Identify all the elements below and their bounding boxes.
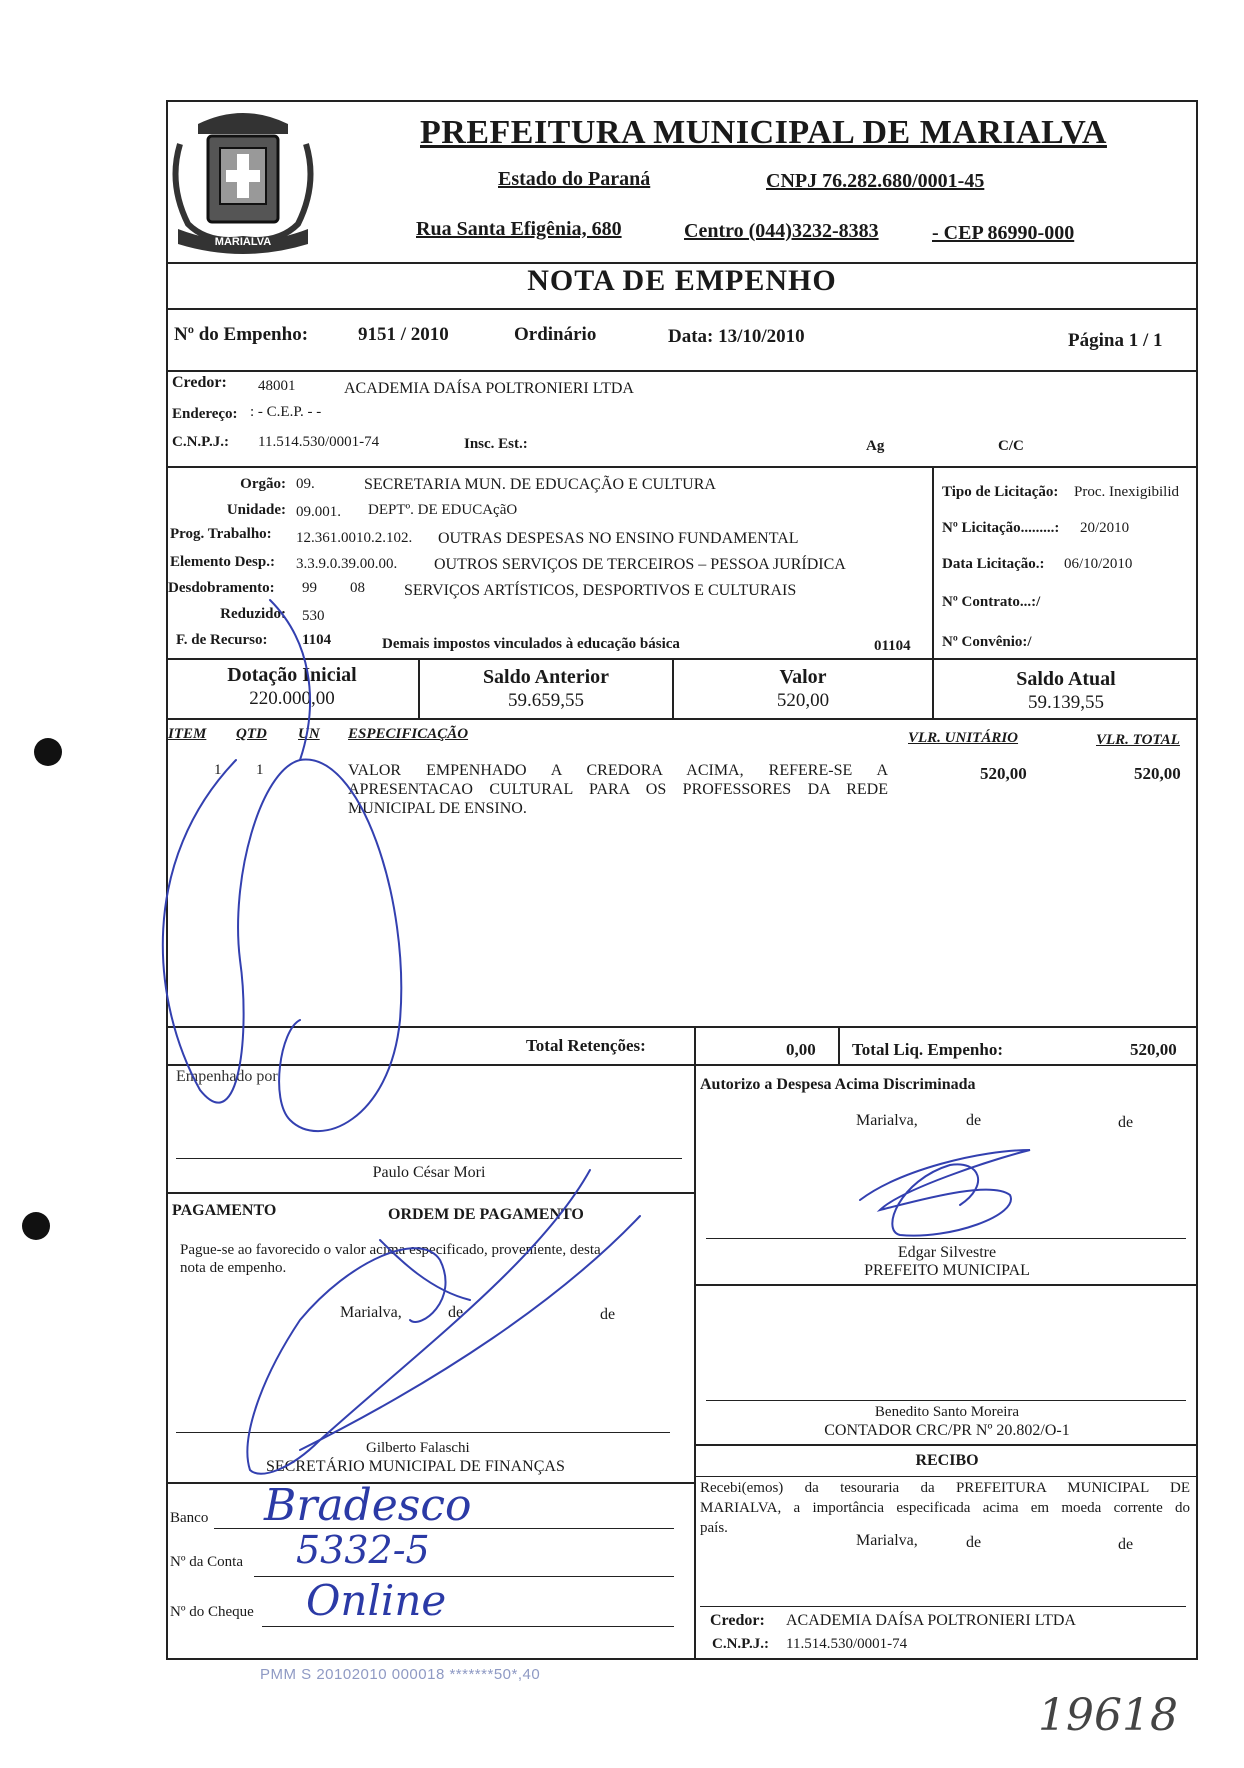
ordem-text-line1: Pague-se ao favorecido o valor acima especificado, proveniente, desta (180, 1242, 601, 1258)
elemento-label: Elemento Desp.: (170, 554, 275, 570)
elemento-desc: OUTROS SERVIÇOS DE TERCEIROS – PESSOA JURÍDICA (434, 556, 846, 573)
items-header-un: UN (298, 726, 320, 742)
retencoes-value: 0,00 (786, 1040, 816, 1059)
empenho-number: 9151 / 2010 (358, 324, 449, 345)
header-address: Rua Santa Efigênia, 680 (416, 218, 622, 240)
recibo-credor-name: ACADEMIA DAÍSA POLTRONIERI LTDA (786, 1612, 1076, 1629)
items-header-unit: VLR. UNITÁRIO (908, 730, 1019, 746)
empenho-type: Ordinário (514, 324, 597, 345)
saldo-anterior-value: 59.659,55 (508, 690, 584, 711)
recibo-text-line2: MARIALVA, a importância especificada acima em moeda corrente do (700, 1500, 1190, 1516)
items-header-item: ITEM (168, 726, 207, 742)
valor-value: 520,00 (776, 690, 830, 711)
items-header-qtd: QTD (236, 726, 267, 742)
credor-label: Credor: (172, 374, 227, 391)
autorizo-de2: de (1118, 1114, 1134, 1131)
item-qtd: 1 (256, 762, 264, 778)
saldo-atual-value: 59.139,55 (1028, 692, 1104, 713)
recibo-text-line3: país. (700, 1520, 728, 1536)
recibo-cnpj-value: 11.514.530/0001-74 (786, 1636, 908, 1652)
banco-handwritten: Bradesco (264, 1480, 472, 1531)
saldo-anterior-label: Saldo Anterior (482, 666, 610, 688)
conta-label: Nº da Conta (170, 1554, 243, 1570)
retencoes-label: Total Retenções: (526, 1036, 646, 1055)
autorizo-label: Autorizo a Despesa Acima Discriminada (700, 1076, 976, 1093)
pagamento-label: PAGAMENTO (172, 1202, 277, 1219)
recibo-label: RECIBO (915, 1452, 979, 1469)
recibo-credor-label: Credor: (710, 1612, 765, 1629)
conta-handwritten: 5332-5 (296, 1528, 430, 1572)
licitacao-num-value: 20/2010 (1080, 520, 1130, 536)
prefeito-name: Edgar Silvestre (897, 1244, 997, 1261)
ordem-de2: de (600, 1306, 616, 1323)
reduzido-value: 530 (302, 608, 325, 624)
cnpj-label: C.N.P.J.: (172, 434, 229, 450)
unidade-label: Unidade: (226, 502, 286, 518)
prog-desc: OUTRAS DESPESAS NO ENSINO FUNDAMENTAL (438, 530, 799, 547)
financas-role: SECRETÁRIO MUNICIPAL DE FINANÇAS (266, 1458, 565, 1475)
address-label: Endereço: (172, 406, 238, 422)
dotacao-value: 220.000,00 (249, 688, 335, 709)
header-cep: - CEP 86990-000 (932, 222, 1075, 244)
desdobramento-desc: SERVIÇOS ARTÍSTICOS, DESPORTIVOS E CULTURAIS (404, 582, 797, 599)
header-cnpj: CNPJ 76.282.680/0001-45 (766, 170, 985, 192)
dotacao-label: Dotação Inicial (227, 664, 357, 686)
item-number: 1 (214, 762, 222, 778)
header-title: PREFEITURA MUNICIPAL DE MARIALVA (420, 114, 1107, 151)
contador-name: Benedito Santo Moreira (874, 1404, 1020, 1420)
cc-label: C/C (998, 438, 1024, 454)
insc-label: Insc. Est.: (464, 436, 528, 452)
recibo-de1: de (966, 1534, 982, 1551)
items-header-spec: ESPECIFICAÇÃO (348, 726, 469, 742)
licitacao-tipo-value: Proc. Inexigibilid (1074, 484, 1179, 500)
handwritten-number: 19618 (1038, 1690, 1178, 1741)
ordem-city: Marialva, (340, 1304, 402, 1321)
elemento-code: 3.3.9.0.39.00.00. (296, 556, 398, 572)
crest-banner-text: MARIALVA (214, 236, 272, 248)
financas-name: Gilberto Falaschi (366, 1440, 470, 1456)
footer-stamp: PMM S 20102010 000018 *******50*,40 (260, 1666, 541, 1683)
item-spec-line1: VALOR EMPENHADO A CREDORA ACIMA, REFERE-SE A (348, 762, 888, 779)
prog-label: Prog. Trabalho: (170, 526, 272, 542)
prefeito-role: PREFEITO MUNICIPAL (864, 1262, 1030, 1279)
autorizo-de1: de (966, 1112, 982, 1129)
recurso-code: 1104 (302, 632, 332, 648)
empenho-date: Data: 13/10/2010 (668, 326, 805, 347)
liq-label: Total Liq. Empenho: (852, 1040, 1003, 1059)
credor-code: 48001 (258, 378, 296, 394)
licitacao-data-value: 06/10/2010 (1064, 556, 1133, 572)
ordem-label: ORDEM DE PAGAMENTO (388, 1206, 584, 1223)
ag-label: Ag (866, 438, 885, 454)
recibo-city: Marialva, (856, 1532, 918, 1549)
recurso-code2: 01104 (874, 638, 911, 654)
licitacao-num-label: Nº Licitação.........: (942, 520, 1060, 536)
saldo-atual-label: Saldo Atual (1016, 668, 1116, 690)
licitacao-data-label: Data Licitação.: (942, 556, 1045, 572)
prog-code: 12.361.0010.2.102. (296, 530, 413, 546)
banco-label: Banco (170, 1510, 209, 1526)
cheque-handwritten: Online (306, 1576, 447, 1625)
recibo-de2: de (1118, 1536, 1134, 1553)
ordem-text-line2: nota de empenho. (180, 1260, 287, 1276)
header-district-phone: Centro (044)3232-8383 (684, 220, 879, 242)
convenio-label: Nº Convênio:/ (942, 634, 1032, 650)
orgao-desc: SECRETARIA MUN. DE EDUCAÇÃO E CULTURA (364, 476, 716, 493)
liq-value: 520,00 (1130, 1040, 1177, 1059)
desdobramento-label: Desdobramento: (168, 580, 275, 596)
recibo-cnpj-label: C.N.P.J.: (712, 1636, 769, 1652)
unidade-desc: DEPTº. DE EDUCAçãO (368, 502, 518, 518)
autorizo-city: Marialva, (856, 1112, 918, 1129)
recurso-label: F. de Recurso: (176, 632, 268, 648)
cheque-label: Nº do Cheque (170, 1604, 254, 1620)
reduzido-label: Reduzido: (220, 606, 286, 622)
contador-role: CONTADOR CRC/PR Nº 20.802/O-1 (824, 1422, 1070, 1439)
items-header-total: VLR. TOTAL (1096, 732, 1180, 748)
cnpj-value: 11.514.530/0001-74 (258, 434, 380, 450)
item-spec-line2: APRESENTACAO CULTURAL PARA OS PROFESSORES DA REDE (348, 781, 888, 798)
orgao-code: 09. (296, 476, 315, 492)
address-value: : - C.E.P. - - (250, 404, 322, 420)
recibo-text-line1: Recebi(emos) da tesouraria da PREFEITURA MUNICIPAL DE (700, 1480, 1190, 1496)
recurso-desc: Demais impostos vinculados à educação básica (382, 636, 680, 652)
valor-label: Valor (779, 666, 827, 688)
item-unit-price: 520,00 (980, 764, 1027, 783)
item-spec-line3: MUNICIPAL DE ENSINO. (348, 800, 527, 817)
page-number: Página 1 / 1 (1068, 330, 1163, 351)
empenho-label: Nº do Empenho: (174, 324, 309, 345)
doc-title: NOTA DE EMPENHO (527, 264, 837, 297)
desdobramento-code2: 08 (350, 580, 365, 596)
credor-name: ACADEMIA DAÍSA POLTRONIERI LTDA (344, 380, 634, 397)
empenhado-name: Paulo César Mori (372, 1164, 486, 1181)
ordem-de1: de (448, 1304, 464, 1321)
unidade-code: 09.001. (296, 504, 341, 520)
contrato-label: Nº Contrato...:/ (942, 594, 1041, 610)
header-state: Estado do Paraná (498, 168, 651, 190)
empenhado-label: Empenhado por (176, 1068, 278, 1085)
orgao-label: Orgão: (240, 476, 286, 492)
desdobramento-code1: 99 (302, 580, 317, 596)
licitacao-tipo-label: Tipo de Licitação: (942, 484, 1059, 500)
item-total-price: 520,00 (1134, 764, 1181, 783)
